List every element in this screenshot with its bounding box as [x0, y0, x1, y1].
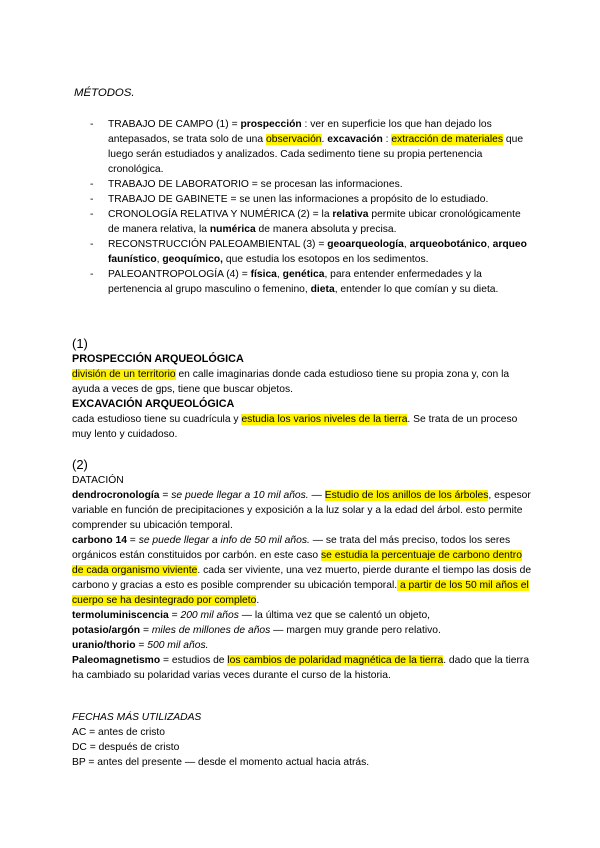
text: , — [156, 254, 163, 265]
section-2 — [72, 457, 532, 683]
section-heading: PROSPECCIÓN ARQUEOLÓGICA — [72, 353, 244, 365]
text: TRABAJO DE LABORATORIO = se procesan las informaciones. — [108, 179, 403, 190]
text: de manera absoluta y precisa. — [255, 224, 397, 235]
list-item — [90, 177, 530, 192]
paragraph — [72, 488, 532, 533]
paragraph — [72, 533, 532, 608]
bold-term: geoarqueología — [327, 239, 404, 250]
paragraph: BP = antes del presente — desde el momento actual hacia atrás. — [72, 757, 370, 768]
bold-term: Paleomagnetismo — [72, 655, 161, 666]
text: cada estudioso tiene su cuadrícula y — [72, 414, 242, 425]
italic-text: 200 mil años — [180, 610, 239, 621]
text: — — [308, 490, 325, 501]
highlight: estudia los varios niveles de la tierra — [241, 414, 408, 425]
text: , — [486, 239, 493, 250]
italic-text: se puede llegar a info de 50 mil años. — [138, 535, 310, 546]
text: TRABAJO DE CAMPO (1) = — [108, 119, 241, 130]
text: CRONOLOGÍA RELATIVA Y NUMÉRICA (2) = la — [108, 209, 333, 220]
text: — margen muy grande pero relativo. — [270, 625, 441, 636]
highlight: Estudio de los anillos de los árboles — [324, 490, 489, 501]
text: , — [276, 269, 283, 280]
section-heading: DATACIÓN — [72, 475, 124, 486]
text: : — [382, 134, 392, 145]
section-heading: EXCAVACIÓN ARQUEOLÓGICA — [72, 398, 235, 410]
bold-term: física — [250, 269, 277, 280]
text: RECONSTRUCCIÓN PALEOAMBIENTAL (3) = — [108, 239, 328, 250]
bold-term: dendrocronología — [72, 490, 160, 501]
bold-term: termoluminiscencia — [72, 610, 169, 621]
text: — la última vez que se calentó un objeto, — [238, 610, 431, 621]
text: . dado que la tierra ha cambiado su polaridad varias veces durante el curso de la historia. — [72, 655, 530, 681]
page-title: MÉTODOS. — [74, 87, 135, 99]
text: PALEOANTROPOLOGÍA (4) = — [108, 269, 251, 280]
text: = — [168, 610, 181, 621]
bold-term: relativa — [332, 209, 369, 220]
text: = — [140, 625, 152, 636]
text: . cada ser viviente, una vez muerto, pierde durante el tiempo las dosis de carbono y gracias a esto es posible comprender su ubicación temporal. — [72, 565, 532, 591]
text: TRABAJO DE GABINETE = se unen las informaciones a propósito de lo estudiado. — [108, 194, 489, 205]
list-item — [90, 117, 530, 177]
methods-list — [90, 117, 530, 297]
bold-term: carbono 14 — [72, 535, 127, 546]
highlight: los cambios de polaridad magnética de la tierra — [227, 655, 444, 666]
italic-text: 500 mil años. — [147, 640, 209, 651]
text: que luego serán estudiados y analizados. Cada sedimento tiene su propia pertenencia cronológica. — [108, 134, 524, 175]
bold-term: arqueobotánico — [409, 239, 487, 250]
highlight: extracción de materiales — [391, 134, 503, 145]
paragraph — [72, 638, 532, 653]
section-1 — [72, 336, 532, 442]
paragraph — [72, 608, 532, 623]
italic-text: se puede llegar a 10 mil años. — [171, 490, 309, 501]
text: . — [321, 134, 328, 145]
bold-term: geoquímico, — [162, 254, 224, 265]
bold-term: potasio/argón — [72, 625, 141, 636]
list-item — [90, 207, 530, 237]
fechas-section — [72, 710, 532, 770]
bold-term: numérica — [209, 224, 256, 235]
text: , — [403, 239, 410, 250]
text: que estudia los esotopos en los sedimentos. — [223, 254, 429, 265]
list-item — [90, 267, 530, 297]
bold-term: uranio/thorio — [72, 640, 136, 651]
bold-term: genética — [282, 269, 325, 280]
text: . Se trata de un proceso muy lento y cuidadoso. — [72, 414, 518, 440]
bold-term: prospección — [240, 119, 302, 130]
text: = — [126, 535, 139, 546]
section-heading: FECHAS MÁS UTILIZADAS — [72, 712, 202, 723]
bold-term: arqueo faunístico — [108, 239, 527, 265]
paragraph — [72, 412, 532, 442]
text: en calle imaginarias donde cada estudioso tiene su propia zona y, con la ayuda a veces de gps, tiene que buscar objetos. — [72, 369, 510, 395]
text: , para entender enfermedades y la pertenencia al grupo masculino o femenino, — [108, 269, 482, 295]
paragraph: AC = antes de cristo — [72, 727, 166, 738]
highlight: observación — [266, 134, 322, 145]
bold-term: dieta — [310, 284, 335, 295]
section-number: (1) — [72, 336, 88, 351]
text: permite ubicar cronológicamente de manera relativa, la — [108, 209, 521, 235]
text: : ver en superficie los que han dejado los antepasados, se trata solo de una — [108, 119, 492, 145]
list-item — [90, 237, 530, 267]
text: = — [135, 640, 148, 651]
text: . — [256, 595, 260, 606]
highlight: se estudia la percentuaje de carbono dentro de cada organismo viviente — [72, 550, 522, 576]
paragraph — [72, 367, 532, 397]
text: , entender lo que comían y su dieta. — [334, 284, 499, 295]
text: — se trata del más preciso, todos los seres orgánicos están constituidos por carbón. en este caso — [72, 535, 511, 561]
highlight: división de un territorio — [72, 369, 176, 380]
text: = estudios de — [160, 655, 228, 666]
text: = — [159, 490, 172, 501]
list-item — [90, 192, 530, 207]
paragraph — [72, 653, 532, 683]
bold-term: excavación — [327, 134, 383, 145]
section-number: (2) — [72, 457, 88, 472]
highlight: a partir de los 50 mil años el cuerpo se ha desintegrado por completo — [72, 580, 529, 606]
italic-text: miles de millones de años — [151, 625, 271, 636]
paragraph: DC = después de cristo — [72, 742, 180, 753]
paragraph — [72, 623, 532, 638]
text: , espesor variable en función de precipitaciones y exposición a la luz solar y a la edad del árbol. esto permite comprender su ubicación temporal. — [72, 490, 531, 531]
